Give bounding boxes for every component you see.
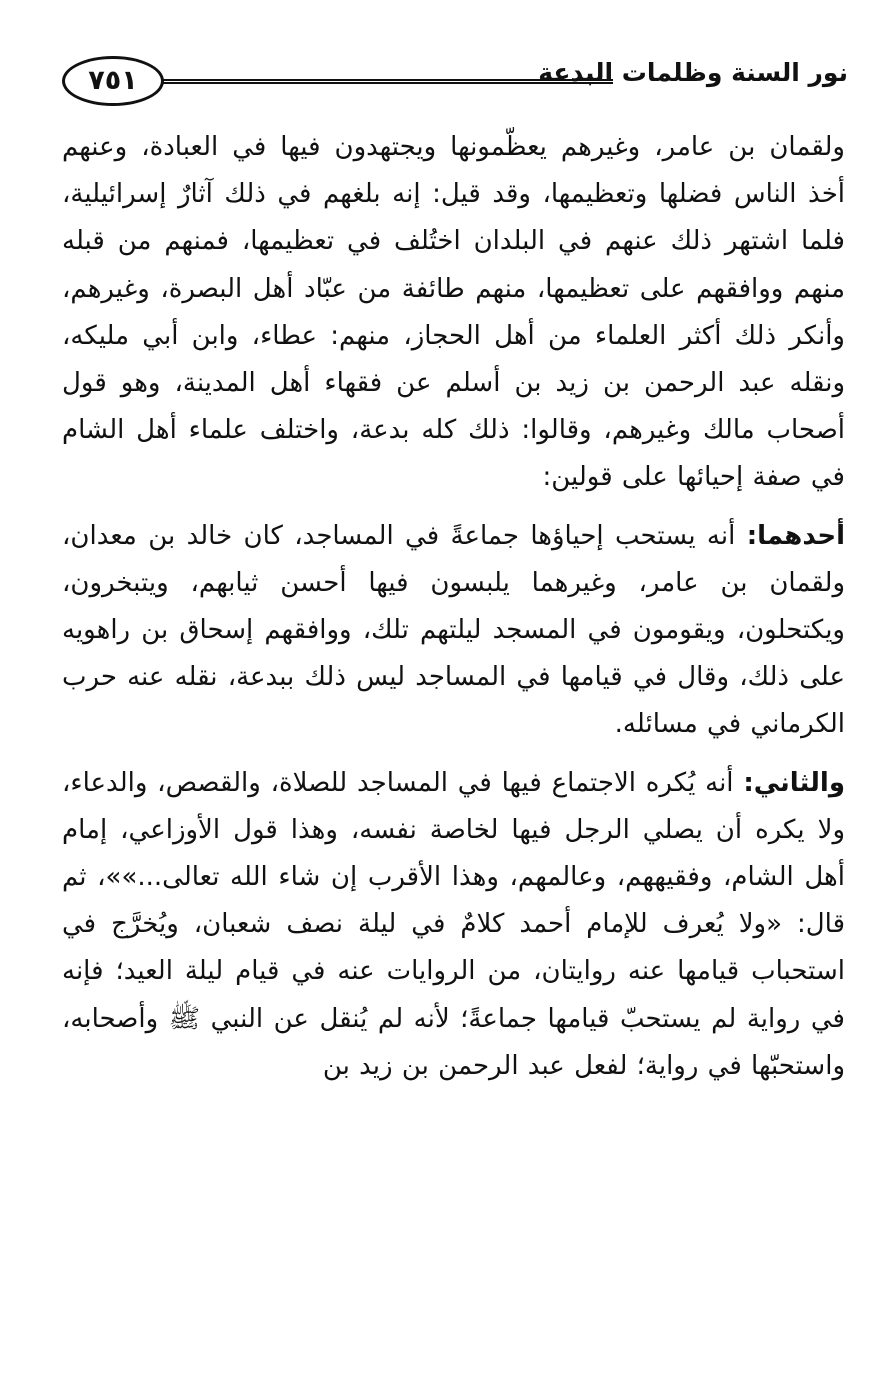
page-number-oval: [62, 56, 164, 106]
page-header: [62, 52, 848, 114]
paragraph-2: [62, 513, 845, 749]
paragraph-text: ولقمان بن عامر، وغيرهم يعظّمونها ويجتهدون فيها في العبادة، وعنهم أخذ الناس فضلها وتعظيمها، وقد قيل: إنه بلغهم في ذلك آثارٌ إسرائيلية، فلما اشتهر ذلك عنهم في البلدان اختُلف في تعظيمها، فمنهم من قبله منهم ووافقهم على تعظيمها، منهم طائفة من عبّاد أهل البصرة، وغيرهم، وأنكر ذلك أكثر العلماء من أهل الحجاز، منهم: عطاء، وابن أبي مليكه، ونقله عبد الرحمن بن زيد بن أسلم عن فقهاء أهل المدينة، وهو قول أصحاب مالك وغيرهم، وقالوا: ذلك كله بدعة، واختلف علماء أهل الشام في صفة إحيائها على قولين:: [62, 132, 845, 493]
header-rule: [162, 79, 613, 84]
paragraph-lead: والثاني:: [743, 767, 845, 798]
paragraph-text: أنه يستحب إحياؤها جماعةً في المساجد، كان خالد بن معدان، ولقمان بن عامر، وغيرهما يلبسون فيها أحسن ثيابهم، ويتبخرون، ويكتحلون، ويقومون في المسجد ليلتهم تلك، ووافقهم إسحاق بن راهويه على ذلك، وقال في قيامها في المساجد ليس ذلك ببدعة، نقله عنه حرب الكرماني في مسائله.: [62, 520, 845, 740]
paragraph-lead: أحدهما:: [746, 520, 845, 551]
paragraph-1: [62, 124, 845, 502]
page-body: [62, 124, 845, 1090]
paragraph-text: أنه يُكره الاجتماع فيها في المساجد للصلاة، والقصص، والدعاء، ولا يكره أن يصلي الرجل فيها لخاصة نفسه، وهذا قول الأوزاعي، إمام أهل الشام، وفقيههم، وعالمهم، وهذا الأقرب إن شاء الله تعالى...»»، ثم قال: «ولا يُعرف للإمام أحمد كلامٌ في ليلة نصف شعبان، ويُخرَّج في استحباب قيامها عنه روايتان، من الروايات عنه في قيام ليلة العيد؛ فإنه في رواية لم يستحبّ قيامها جماعةً؛ لأنه لم يُنقل عن النبي ﷺ وأصحابه، واستحبّها في رواية؛ لفعل عبد الرحمن بن زيد بن: [62, 767, 845, 1081]
paragraph-3: [62, 760, 845, 1090]
page-number: ٧٥١: [88, 65, 138, 96]
running-title: نور السنة وظلمات البدعة: [538, 58, 848, 87]
